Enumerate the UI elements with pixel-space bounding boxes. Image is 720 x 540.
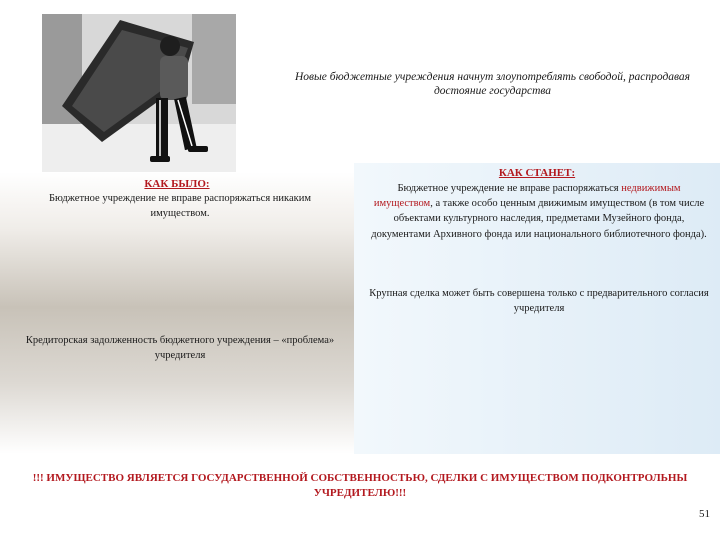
right-text-property-end: , а также особо ценным движимым имуществом (в том числе объектами культурного наследия, предметами Музейного фонда, документами Архивного фонда или национального библиотечного фонда). bbox=[371, 198, 707, 240]
headline: Новые бюджетные учреждения начнут злоупотреблять свободой, распродавая достояние государства bbox=[294, 71, 691, 98]
right-text-property-start: Бюджетное учреждение не вправе распоряжаться bbox=[397, 183, 622, 194]
right-heading: КАК СТАНЕТ: bbox=[498, 167, 576, 179]
right-text-property-highlight: недвижимым имуществом bbox=[373, 183, 681, 210]
man-carrying-panel-photo bbox=[42, 14, 236, 174]
bottom-note: !!! ИМУЩЕСТВО ЯВЛЯЕТСЯ ГОСУДАРСТВЕННОЙ СОБСТВЕННОСТЬЮ, СДЕЛКИ С ИМУЩЕСТВОМ ПОДКОНТРОЛЬНЫ УЧРЕДИТЕЛЮ!!! bbox=[32, 472, 688, 500]
right-text-property bbox=[368, 181, 710, 242]
page-number: 51 bbox=[699, 508, 710, 520]
left-heading: КАК БЫЛО: bbox=[144, 178, 210, 190]
right-text-deal: Крупная сделка может быть совершена только с предварительного согласия учредителя bbox=[369, 288, 709, 315]
left-text-debt: Кредиторская задолженность бюджетного учреждения – «проблема» учредителя bbox=[25, 335, 335, 362]
left-text-property: Бюджетное учреждение не вправе распоряжаться никаким имуществом. bbox=[49, 193, 311, 220]
